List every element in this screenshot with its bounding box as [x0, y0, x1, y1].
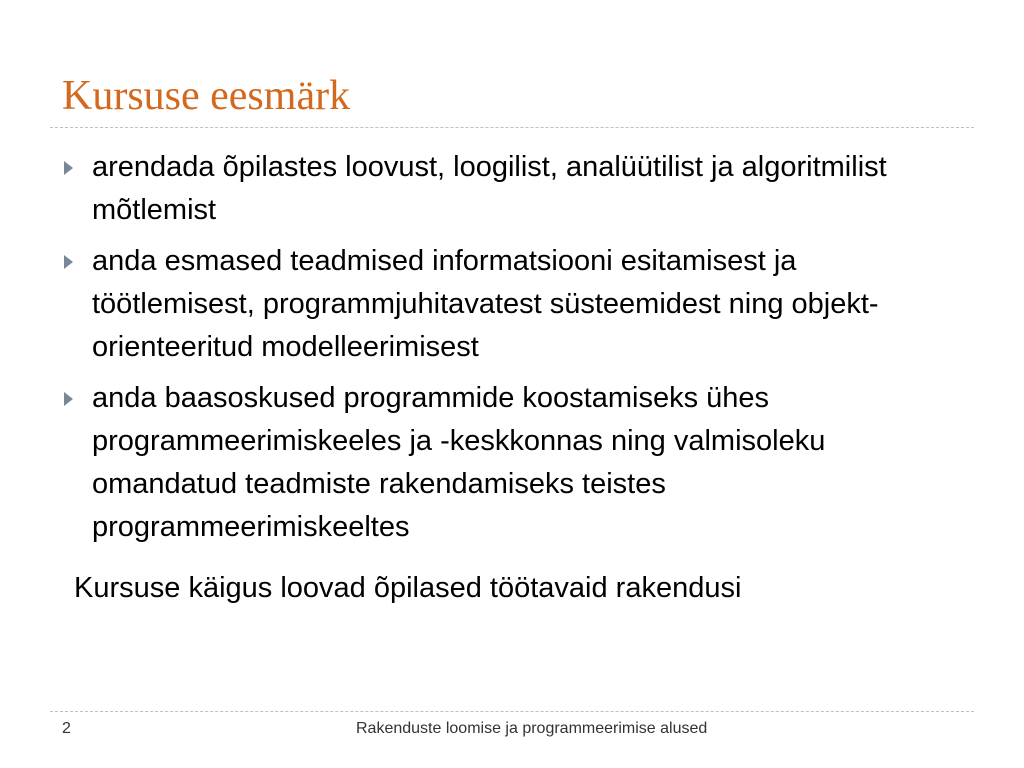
bullet-text: anda baasoskused programmide koostamiseks ühes programmeerimiskeeles ja -keskkonnas ning valmisoleku omandatud teadmiste rakendamiseks teistes programmeerimiskeeltes [92, 382, 826, 543]
title-divider [50, 127, 974, 128]
triangle-bullet-icon [64, 161, 73, 175]
footer-title: Rakenduste loomise ja programmeerimise alused [356, 720, 708, 737]
bullet-item [62, 377, 962, 549]
bullet-list [62, 146, 962, 557]
bullet-text: anda esmased teadmised informatsiooni esitamisest ja töötlemisest, programmjuhitavatest süsteemidest ning objekt-orienteeritud modelleerimisest [92, 245, 879, 363]
slide-title: Kursuse eesmärk [62, 73, 351, 119]
triangle-bullet-icon [64, 392, 73, 406]
summary-note: Kursuse käigus loovad õpilased töötavaid rakendusi [74, 572, 742, 604]
triangle-bullet-icon [64, 255, 73, 269]
bullet-text: arendada õpilastes loovust, loogilist, analüütilist ja algoritmilist mõtlemist [92, 151, 887, 226]
bullet-item [62, 146, 962, 232]
page-number: 2 [62, 720, 71, 737]
bullet-item [62, 240, 962, 369]
footer-divider [50, 711, 974, 712]
